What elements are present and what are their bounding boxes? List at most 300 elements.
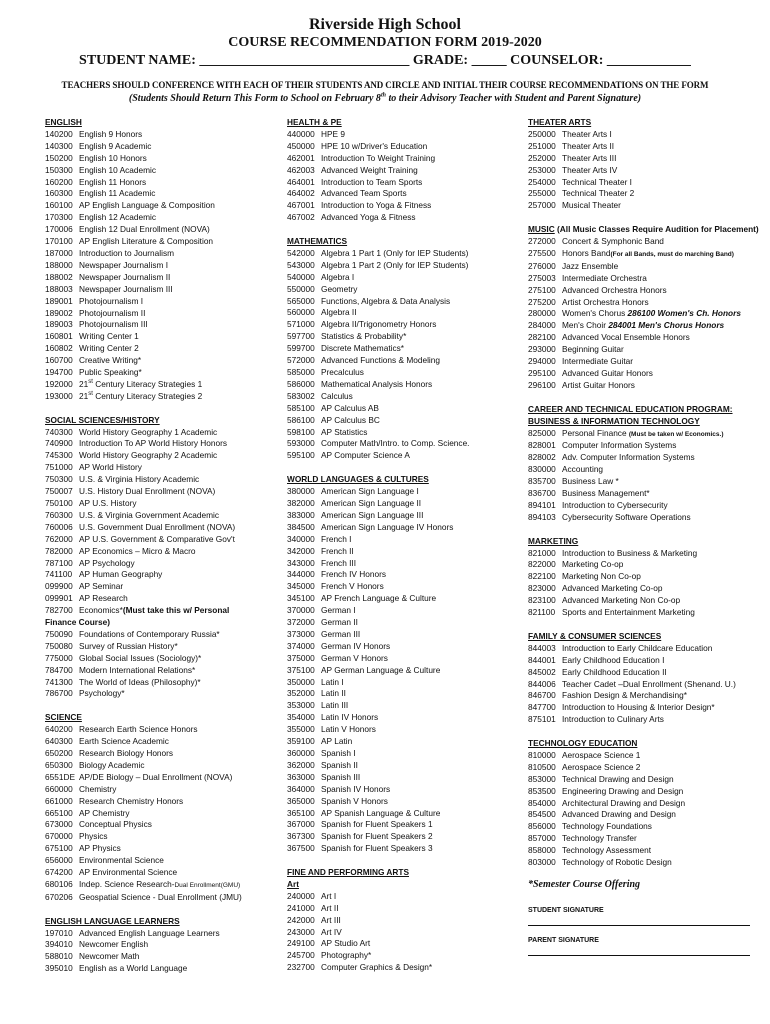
course-code: 844003 <box>528 642 556 653</box>
course-name: Public Speaking* <box>79 367 142 378</box>
course-code: 640200 <box>45 724 73 735</box>
course-item[interactable] <box>528 177 768 189</box>
course-code: 740900 <box>45 438 73 449</box>
return-instructions: (Students Should Return This Form to School on February 8th to their Advisory Teacher with Student and Parent Signature) <box>128 92 642 104</box>
course-item[interactable] <box>528 308 768 320</box>
course-item[interactable] <box>528 141 768 153</box>
course-item[interactable] <box>45 831 283 843</box>
course-name: AP World History <box>79 462 142 473</box>
course-item[interactable] <box>528 798 768 810</box>
course-code: 583002 <box>287 390 315 401</box>
course-code: 160300 <box>45 188 73 199</box>
column-right <box>528 117 768 965</box>
course-item[interactable] <box>287 129 523 141</box>
course-code: 243000 <box>287 926 315 937</box>
course-item[interactable] <box>528 165 768 177</box>
course-item[interactable] <box>287 629 523 641</box>
course-item[interactable] <box>528 285 768 297</box>
course-name: Technical Theater 2 <box>562 188 635 199</box>
course-item[interactable] <box>528 762 768 774</box>
course-name: Algebra 1 Part 2 (Only for IEP Students) <box>321 259 469 270</box>
course-item[interactable] <box>287 724 523 736</box>
course-item[interactable] <box>528 261 768 273</box>
course-item[interactable] <box>45 355 283 367</box>
course-item[interactable] <box>528 583 768 595</box>
course-code: 828002 <box>528 452 556 463</box>
course-item[interactable] <box>287 486 523 498</box>
course-code: 382000 <box>287 497 315 508</box>
course-name: AP German Language & Culture <box>321 664 441 675</box>
course-code: 340000 <box>287 533 315 544</box>
course-item[interactable] <box>287 748 523 760</box>
course-item[interactable] <box>528 464 768 476</box>
course-item[interactable] <box>45 450 283 462</box>
course-item[interactable] <box>287 558 523 570</box>
course-item[interactable] <box>287 700 523 712</box>
course-item[interactable] <box>287 403 523 415</box>
course-code: 252000 <box>528 152 556 163</box>
course-name: German II <box>321 617 358 628</box>
course-name: Teacher Cadet –Dual Enrollment (Shenand. U.) <box>562 678 736 689</box>
course-item[interactable] <box>45 760 283 772</box>
section-heading: TECHNOLOGY EDUCATION <box>528 738 638 749</box>
course-code: 192000 <box>45 378 73 389</box>
course-code: 343000 <box>287 557 315 568</box>
course-item[interactable] <box>287 819 523 831</box>
course-code: 250000 <box>528 128 556 139</box>
course-item[interactable] <box>287 248 523 260</box>
course-item[interactable] <box>45 629 283 641</box>
course-item[interactable] <box>287 200 523 212</box>
course-item[interactable] <box>528 153 768 165</box>
course-item[interactable] <box>287 665 523 677</box>
course-item[interactable] <box>45 260 283 272</box>
course-name: AP English Language & Composition <box>79 200 215 211</box>
course-code: 585100 <box>287 402 315 413</box>
course-name: Earth Science Academic <box>79 736 169 747</box>
course-code: 189002 <box>45 307 73 318</box>
course-item[interactable] <box>45 319 283 331</box>
course-name: Early Childhood Education I <box>562 654 665 665</box>
course-code: 293000 <box>528 344 556 355</box>
course-item[interactable] <box>287 296 523 308</box>
course-code: 571000 <box>287 319 315 330</box>
course-item[interactable] <box>45 892 283 904</box>
course-item[interactable] <box>287 367 523 379</box>
course-item[interactable] <box>287 343 523 355</box>
course-name: Spanish for Fluent Speakers 2 <box>321 831 433 842</box>
course-item[interactable] <box>287 903 523 915</box>
course-item[interactable] <box>528 368 768 380</box>
course-item[interactable] <box>45 879 283 892</box>
course-item[interactable] <box>45 617 283 629</box>
course-name: Adv. Computer Information Systems <box>562 452 695 463</box>
course-name: Advanced Guitar Honors <box>562 368 653 379</box>
course-item[interactable] <box>287 212 523 224</box>
course-item[interactable] <box>45 855 283 867</box>
course-item[interactable] <box>45 688 283 700</box>
section-technology-education <box>528 738 768 869</box>
course-code: 150200 <box>45 152 73 163</box>
course-code: 810500 <box>528 761 556 772</box>
course-name: Spanish V Honors <box>321 795 388 806</box>
course-item[interactable] <box>287 927 523 939</box>
course-code: 750300 <box>45 474 73 485</box>
course-item[interactable] <box>287 450 523 462</box>
course-item[interactable] <box>287 831 523 843</box>
course-item[interactable] <box>45 796 283 808</box>
course-item[interactable] <box>45 522 283 534</box>
course-code: 249100 <box>287 938 315 949</box>
course-item[interactable] <box>528 440 768 452</box>
course-item[interactable] <box>287 843 523 855</box>
course-code: 099901 <box>45 593 73 604</box>
course-name: Discrete Mathematics* <box>321 343 404 354</box>
course-item[interactable] <box>287 546 523 558</box>
course-item[interactable] <box>45 546 283 558</box>
course-item[interactable] <box>287 153 523 165</box>
course-item[interactable] <box>287 272 523 284</box>
course-item[interactable] <box>528 488 768 500</box>
course-item[interactable] <box>45 177 283 189</box>
course-name: French III <box>321 557 357 568</box>
course-item[interactable] <box>45 236 283 248</box>
course-item[interactable] <box>528 332 768 344</box>
course-code: 394010 <box>45 939 73 950</box>
course-item[interactable] <box>528 512 768 524</box>
course-name: Photojournalism II <box>79 307 146 318</box>
course-item[interactable] <box>528 857 768 869</box>
course-code: 365100 <box>287 807 315 818</box>
course-code: 160802 <box>45 343 73 354</box>
course-name: AP French Language & Culture <box>321 593 437 604</box>
course-code: 280000 <box>528 308 556 319</box>
course-code: 858000 <box>528 845 556 856</box>
section-family-consumer-sciences <box>528 631 768 726</box>
course-item[interactable] <box>45 951 283 963</box>
course-name: AP Latin <box>321 736 353 747</box>
course-name: Survey of Russian History* <box>79 640 178 651</box>
course-code: 894101 <box>528 499 556 510</box>
course-code: 560000 <box>287 307 315 318</box>
course-item[interactable] <box>528 690 768 702</box>
course-item[interactable] <box>287 319 523 331</box>
course-name: Introduction to Team Sports <box>321 176 423 187</box>
course-name: Artist Guitar Honors <box>562 379 635 390</box>
course-item[interactable] <box>528 571 768 583</box>
course-item[interactable] <box>287 427 523 439</box>
course-item[interactable] <box>45 641 283 653</box>
course-item[interactable] <box>45 928 283 940</box>
course-item[interactable] <box>45 462 283 474</box>
course-item[interactable] <box>287 331 523 343</box>
course-item[interactable] <box>287 712 523 724</box>
course-item[interactable] <box>287 510 523 522</box>
course-item[interactable] <box>45 248 283 260</box>
course-item[interactable] <box>45 200 283 212</box>
course-item[interactable] <box>287 605 523 617</box>
section-world-languages-cultures <box>287 474 523 855</box>
course-code: 275003 <box>528 272 556 283</box>
course-item[interactable] <box>287 438 523 450</box>
course-item[interactable] <box>45 188 283 200</box>
course-item[interactable] <box>528 821 768 833</box>
course-item[interactable] <box>45 558 283 570</box>
course-item[interactable] <box>45 272 283 284</box>
course-code: 255000 <box>528 188 556 199</box>
course-name: Introduction to Cybersecurity <box>562 499 668 510</box>
course-item[interactable] <box>287 808 523 820</box>
course-item[interactable] <box>287 891 523 903</box>
course-item[interactable] <box>528 595 768 607</box>
course-item[interactable] <box>287 915 523 927</box>
course-item[interactable] <box>528 714 768 726</box>
course-item[interactable] <box>45 534 283 546</box>
course-code: 294000 <box>528 356 556 367</box>
course-name: AP Calculus AB <box>321 402 379 413</box>
course-item[interactable] <box>45 819 283 831</box>
course-item[interactable] <box>45 939 283 951</box>
course-item[interactable] <box>287 617 523 629</box>
section-heading: ENGLISH LANGUAGE LEARNERS <box>45 915 180 926</box>
course-item[interactable] <box>287 522 523 534</box>
course-item[interactable] <box>45 296 283 308</box>
course-item[interactable] <box>528 774 768 786</box>
course-code: 784700 <box>45 664 73 675</box>
course-name: German I <box>321 605 356 616</box>
course-item[interactable] <box>45 438 283 450</box>
course-item[interactable] <box>528 667 768 679</box>
course-item[interactable] <box>287 188 523 200</box>
section-mathematics <box>287 236 523 462</box>
course-item[interactable] <box>287 760 523 772</box>
course-item[interactable] <box>45 653 283 665</box>
course-item[interactable] <box>287 593 523 605</box>
course-item[interactable] <box>528 607 768 619</box>
course-item[interactable] <box>287 391 523 403</box>
course-item[interactable] <box>528 643 768 655</box>
course-item[interactable] <box>528 548 768 560</box>
course-code: 253000 <box>528 164 556 175</box>
section-heading: SOCIAL SCIENCES/HISTORY <box>45 414 160 425</box>
course-item[interactable] <box>287 677 523 689</box>
section-heading: HEALTH & PE <box>287 117 342 127</box>
course-item[interactable] <box>528 428 768 441</box>
course-code: 665100 <box>45 807 73 818</box>
course-item[interactable] <box>45 224 283 236</box>
course-name: Modern International Relations* <box>79 664 196 675</box>
course-name: AP Computer Science A <box>321 450 410 461</box>
course-item[interactable] <box>45 510 283 522</box>
course-item[interactable] <box>45 605 283 617</box>
section-heading: THEATER ARTS <box>528 117 592 127</box>
course-item[interactable] <box>287 950 523 962</box>
course-code: 352000 <box>287 688 315 699</box>
course-item[interactable] <box>528 845 768 857</box>
course-item[interactable] <box>287 569 523 581</box>
course-item[interactable] <box>528 344 768 356</box>
course-code: 640300 <box>45 736 73 747</box>
course-item[interactable] <box>45 867 283 879</box>
course-item[interactable] <box>287 284 523 296</box>
course-item[interactable] <box>528 452 768 464</box>
course-item[interactable] <box>45 379 283 391</box>
course-item[interactable] <box>45 141 283 153</box>
course-item[interactable] <box>287 938 523 950</box>
course-item[interactable] <box>287 260 523 272</box>
course-item[interactable] <box>287 141 523 153</box>
course-item[interactable] <box>287 772 523 784</box>
course-item[interactable] <box>528 476 768 488</box>
course-item[interactable] <box>45 498 283 510</box>
course-item[interactable] <box>528 750 768 762</box>
course-item[interactable] <box>45 212 283 224</box>
course-item[interactable] <box>528 273 768 285</box>
course-item[interactable] <box>45 331 283 343</box>
course-item[interactable] <box>287 962 523 974</box>
course-name: Biology Academic <box>79 759 145 770</box>
section-heading: MUSIC (All Music Classes Require Audition for Placement) <box>528 224 759 235</box>
student-info-line: STUDENT NAME: ______________________________ GRADE: _____ COUNSELOR: ____________ <box>79 53 691 68</box>
course-item[interactable] <box>287 641 523 653</box>
course-code: 467001 <box>287 200 315 211</box>
course-item[interactable] <box>45 724 283 736</box>
course-item[interactable] <box>45 153 283 165</box>
course-name: Advanced Functions & Modeling <box>321 355 440 366</box>
section-heading: ENGLISH <box>45 117 82 127</box>
course-item[interactable] <box>45 308 283 320</box>
course-item[interactable] <box>45 367 283 379</box>
course-name: U.S. Government Dual Enrollment (NOVA) <box>79 521 236 532</box>
course-item[interactable] <box>45 843 283 855</box>
course-item[interactable] <box>528 679 768 691</box>
course-item[interactable] <box>45 569 283 581</box>
course-code: 099900 <box>45 581 73 592</box>
course-name: Business Law * <box>562 476 619 487</box>
course-name: Statistics & Probability* <box>321 331 407 342</box>
course-code: 810000 <box>528 749 556 760</box>
course-code: 462003 <box>287 164 315 175</box>
course-item[interactable] <box>45 593 283 605</box>
course-item[interactable] <box>528 380 768 392</box>
course-code: 875101 <box>528 714 556 725</box>
section-science <box>45 712 283 904</box>
course-item[interactable] <box>287 498 523 510</box>
course-item[interactable] <box>287 796 523 808</box>
course-item[interactable] <box>287 784 523 796</box>
course-code: 245700 <box>287 950 315 961</box>
course-code: 353000 <box>287 700 315 711</box>
course-item[interactable] <box>528 297 768 309</box>
course-item[interactable] <box>45 284 283 296</box>
course-item[interactable] <box>45 486 283 498</box>
course-item[interactable] <box>45 748 283 760</box>
course-item[interactable] <box>528 236 768 248</box>
course-item[interactable] <box>287 355 523 367</box>
course-item[interactable] <box>45 963 283 975</box>
course-code: 844006 <box>528 678 556 689</box>
course-item[interactable] <box>45 343 283 355</box>
course-name: U.S. & Virginia Government Academic <box>79 509 220 520</box>
course-code: 355000 <box>287 724 315 735</box>
course-item[interactable] <box>45 165 283 177</box>
course-item[interactable] <box>528 500 768 512</box>
student-signature-line[interactable] <box>528 925 750 926</box>
course-name: Advanced Yoga & Fitness <box>321 212 416 223</box>
course-code: 272000 <box>528 236 556 247</box>
course-item[interactable] <box>45 784 283 796</box>
course-code: 284000 <box>528 320 556 331</box>
course-item[interactable] <box>287 653 523 665</box>
course-item[interactable] <box>287 736 523 748</box>
course-item[interactable] <box>45 427 283 439</box>
course-name: German IV Honors <box>321 640 391 651</box>
course-item[interactable] <box>528 356 768 368</box>
course-code: 586100 <box>287 414 315 425</box>
course-item[interactable] <box>528 833 768 845</box>
course-code: 847700 <box>528 702 556 713</box>
course-code: 823000 <box>528 583 556 594</box>
course-item[interactable] <box>287 307 523 319</box>
course-code: 543000 <box>287 259 315 270</box>
course-item[interactable] <box>45 391 283 403</box>
course-name: AP Economics – Micro & Macro <box>79 545 196 556</box>
course-item[interactable] <box>528 559 768 571</box>
course-code: 680106 <box>45 878 73 889</box>
course-name: Advanced Weight Training <box>321 164 418 175</box>
course-item[interactable] <box>45 677 283 689</box>
course-item[interactable] <box>45 129 283 141</box>
course-item[interactable] <box>528 786 768 798</box>
course-item[interactable] <box>45 474 283 486</box>
course-item[interactable] <box>45 581 283 593</box>
course-item[interactable] <box>287 177 523 189</box>
course-item[interactable] <box>45 736 283 748</box>
course-item[interactable] <box>287 534 523 546</box>
section-fine-and-performing-arts <box>287 867 523 974</box>
course-item[interactable] <box>528 702 768 714</box>
course-item[interactable] <box>287 165 523 177</box>
course-item[interactable] <box>528 248 768 261</box>
course-code: 345000 <box>287 581 315 592</box>
course-name: Introduction to Housing & Interior Design* <box>562 702 715 713</box>
course-item[interactable] <box>45 772 283 784</box>
course-code: 188003 <box>45 283 73 294</box>
course-name: French IV Honors <box>321 569 387 580</box>
course-code: 853500 <box>528 785 556 796</box>
course-item[interactable] <box>528 200 768 212</box>
parent-signature-line[interactable] <box>528 955 750 956</box>
course-code: 750007 <box>45 486 73 497</box>
course-item[interactable] <box>528 188 768 200</box>
course-item[interactable] <box>287 415 523 427</box>
course-item[interactable] <box>287 688 523 700</box>
course-item[interactable] <box>45 665 283 677</box>
course-name: Algebra II <box>321 307 357 318</box>
course-item[interactable] <box>528 320 768 332</box>
course-item[interactable] <box>287 581 523 593</box>
course-name: World History Geography 2 Academic <box>79 450 218 461</box>
course-item[interactable] <box>287 379 523 391</box>
course-code: 362000 <box>287 759 315 770</box>
course-item[interactable] <box>528 809 768 821</box>
course-item[interactable] <box>528 655 768 667</box>
course-name: Theater Arts III <box>562 152 617 163</box>
course-code: 193000 <box>45 390 73 401</box>
course-item[interactable] <box>528 129 768 141</box>
course-code: 188000 <box>45 259 73 270</box>
course-item[interactable] <box>45 808 283 820</box>
